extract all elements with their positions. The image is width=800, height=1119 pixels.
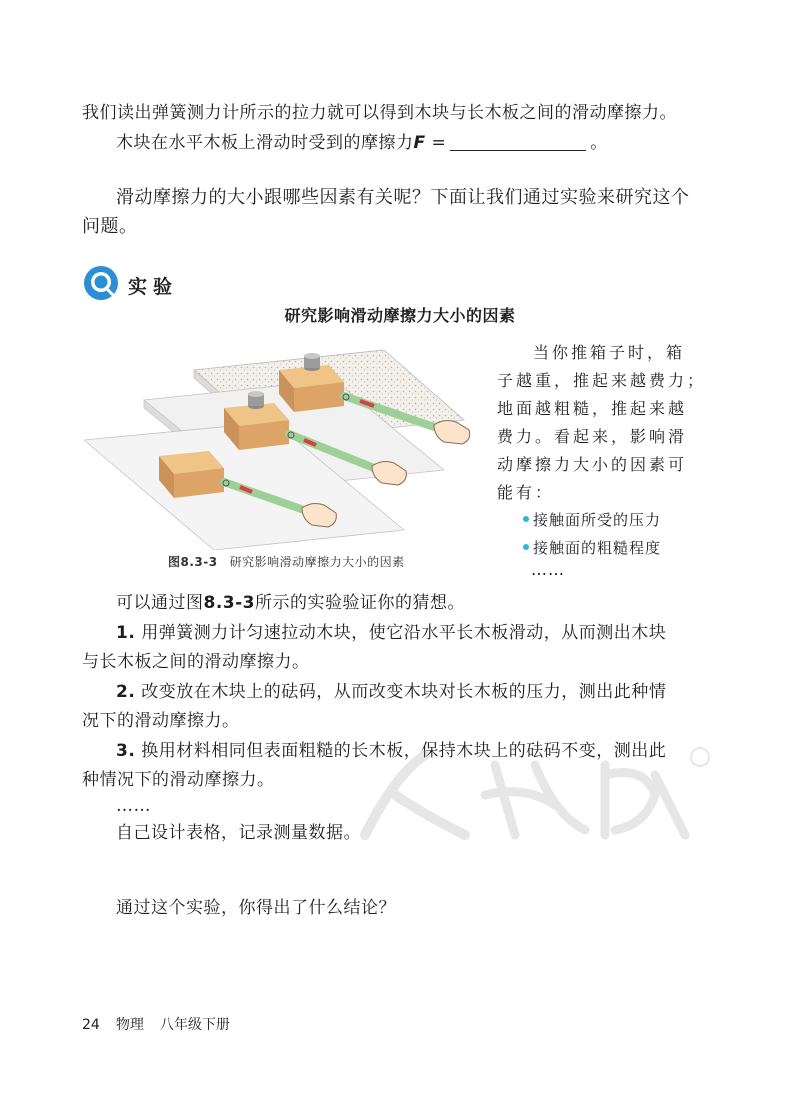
intro-prefix: 可以通过图 — [116, 593, 204, 613]
bullet-pressure: 接触面所受的压力 — [533, 511, 662, 529]
step-3-number: 3. — [116, 741, 136, 761]
bullet-roughness: 接触面的粗糙程度 — [533, 539, 662, 557]
experiment-title: 研究影响滑动摩擦力大小的因素 — [284, 306, 516, 325]
step-2-text: 改变放在木块上的砝码，从而改变木块对长木板的压力，测出此种情 — [141, 682, 667, 702]
step-1-line-1 — [116, 621, 666, 645]
wood-block-3 — [159, 451, 224, 498]
equals-sign: = — [425, 133, 447, 153]
force-variable: F — [413, 133, 426, 153]
hand-1 — [434, 421, 470, 444]
sidebar-line-4: 费力。看起来，影响滑 — [497, 427, 688, 446]
sidebar-line-1: 当你推箱子时，箱 — [533, 343, 686, 362]
step-3-line-2: 种情况下的滑动摩擦力。 — [82, 770, 275, 790]
step-2-number: 2. — [116, 682, 136, 702]
section-title: 实验 — [128, 276, 179, 298]
watermark-logo — [355, 735, 715, 855]
experiment-icon — [82, 265, 120, 301]
step-2-line-2: 况下的滑动摩擦力。 — [82, 711, 240, 731]
paragraph-2-text: 木块在水平木板上滑动时受到的摩擦力 — [116, 133, 414, 153]
step-1-line-2: 与长木板之间的滑动摩擦力。 — [82, 652, 310, 672]
figure-caption-text: 研究影响滑动摩擦力大小的因素 — [229, 555, 405, 569]
subject-label: 物理 — [115, 1017, 144, 1033]
sidebar-line-2: 子越重，推起来越费力； — [497, 371, 707, 390]
paragraph-3-line-2: 问题。 — [82, 216, 138, 237]
fill-in-blank[interactable] — [450, 134, 586, 151]
intro-line — [116, 591, 465, 615]
step-3-text: 换用材料相同但表面粗糙的长木板，保持木块上的砝码不变，测出此 — [141, 741, 667, 761]
period: 。 — [590, 133, 608, 153]
figure-caption — [168, 553, 405, 570]
body-ellipsis: …… — [116, 796, 151, 816]
page-number: 24 — [82, 1017, 100, 1033]
intro-suffix: 所示的实验验证你的猜想。 — [255, 593, 465, 613]
paragraph-2 — [116, 131, 608, 155]
conclusion-question: 通过这个实验，你得出了什么结论？ — [116, 898, 396, 918]
figure-reference: 8.3-3 — [203, 593, 255, 613]
experiment-illustration — [84, 330, 484, 550]
sidebar-line-6: 能有： — [497, 483, 555, 502]
step-1-number: 1. — [116, 623, 136, 643]
design-instruction: 自己设计表格，记录测量数据。 — [116, 823, 361, 843]
figure-number: 图8.3-3 — [168, 555, 218, 569]
sidebar-ellipsis: …… — [531, 560, 565, 579]
sidebar-line-3: 地面越粗糙，推起来越 — [497, 399, 688, 418]
paragraph-1: 我们读出弹簧测力计所示的拉力就可以得到木块与长木板之间的滑动摩擦力。 — [82, 103, 677, 123]
grade-label: 八年级下册 — [159, 1017, 230, 1033]
step-1-text: 用弹簧测力计匀速拉动木块，使它沿水平长木板滑动，从而测出木块 — [141, 623, 667, 643]
step-2-line-1 — [116, 680, 666, 704]
page-footer — [82, 1014, 246, 1034]
paragraph-3-line-1: 滑动摩擦力的大小跟哪些因素有关呢？下面让我们通过实验来研究这个 — [116, 187, 690, 208]
sidebar-line-5: 动摩擦力大小的因素可 — [497, 455, 688, 474]
